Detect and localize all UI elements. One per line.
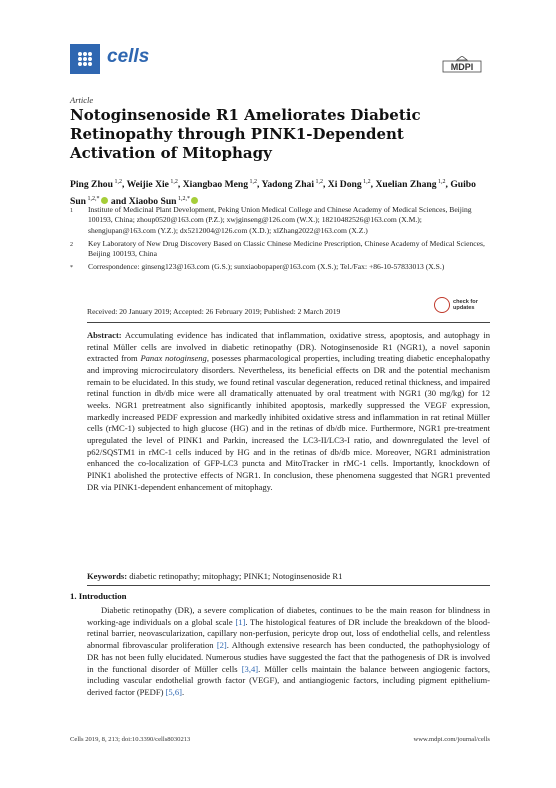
citation-link[interactable]: [5,6] bbox=[165, 686, 182, 697]
abstract-text-1: Accumulating evidence has indicated that inflammation, oxidative stress, apoptosis, and autophagy in retinal Müller cells are involved in diabetic retinopathy (DR). Notoginsenoside R1 (NGR1), a novel saponin extracted from bbox=[87, 330, 490, 364]
check-updates-icon bbox=[434, 297, 450, 313]
author-separator: , bbox=[177, 179, 183, 191]
updates-line-2: updates bbox=[453, 305, 475, 311]
abstract-label: Abstract: bbox=[87, 330, 122, 340]
citation-link[interactable]: [2] bbox=[216, 640, 227, 651]
article-type: Article bbox=[70, 95, 94, 105]
author-name: Guibo Sun bbox=[70, 179, 476, 208]
abstract-text-2: , posesses pharmacological properties, including treating diabetic encephalopathy and improving microcirculatory disorders. Nevertheless, its beneficial effects on DR and the potential mechanism remain to be elucidated. In this study, we found retinal vascular degeneration, reduced retinal thickness, and impaired retinal function in db/db mice were all dramatically attenuated by oral treatment with NGR1 (30 mg/kg) for 12 weeks. NGR1 pretreatment also significantly inhibited apoptosis, markedly suppressed the VEGF expression, markedly increased PEDF expression and markedly inhibited oxidative stress and inflammation in rat retinal Müller cells (rMC-1) subjected to high glucose (HG) and in the retinas of db/db mice. Furthermore, NGR1 pre-treatment upregulated the level of PINK1 and Parkin, increased the LC3-II/LC3-I ratio, and downregulated the level of p62/SQSTM1 in rMC-1 cells induced by HG and in the retinas of db/db mice. Moreover, NGR1 administration enhanced the co-localization of GFP-LC3 puncta and MitoTracker in rMC-1 cells. Importantly, knockdown of PINK1 abolished the protective effects of NGR1. In conclusion, these phenomena suggested that NGR1 prevented DR via PINK1-dependent enhancement of mitophagy. bbox=[87, 353, 490, 492]
orcid-icon[interactable] bbox=[101, 197, 108, 204]
body-text: Diabetic retinopathy (DR), a severe complication of diabetes, continues to be the main reason for blindness in working-age individuals on a global scale bbox=[87, 605, 490, 627]
introduction-paragraph bbox=[87, 605, 490, 699]
affiliation-item bbox=[70, 205, 490, 236]
orcid-icon[interactable] bbox=[191, 197, 198, 204]
author-affiliation-marker: 1,2,* bbox=[86, 196, 100, 203]
citation-link[interactable]: [1] bbox=[235, 616, 246, 627]
citation-link[interactable]: [3,4] bbox=[241, 663, 259, 674]
author-separator: , bbox=[370, 179, 376, 191]
author-affiliation-marker: 1,2 bbox=[168, 179, 178, 185]
author-name: Xiaobo Sun bbox=[128, 196, 177, 208]
author-name: Weijie Xie bbox=[126, 179, 169, 191]
author-name: Ping Zhou bbox=[70, 179, 113, 191]
author-name: Xuelian Zhang bbox=[375, 179, 437, 191]
section-heading: 1. Introduction bbox=[70, 591, 127, 601]
body-text: . Müller cells maintain the balance between angiogenic factors, including vascular endothelial growth factor (VEGF), and antiangiogenic factors, including pigment epithelium-derived factor (PEDF) bbox=[87, 663, 490, 697]
author-affiliation-marker: 1,2,* bbox=[176, 196, 191, 203]
author-affiliation-marker: 1,2 bbox=[361, 179, 371, 185]
affiliation-marker: 1 bbox=[70, 208, 73, 214]
keywords-divider bbox=[87, 585, 490, 586]
journal-name[interactable]: cells bbox=[107, 46, 150, 67]
publication-dates: Received: 20 January 2019; Accepted: 26 February 2019; Published: 2 March 2019 bbox=[87, 307, 341, 316]
author-affiliation-marker: 1,2 bbox=[436, 179, 446, 185]
abstract bbox=[87, 330, 490, 493]
journal-logo-icon bbox=[70, 44, 100, 74]
author-separator: , bbox=[323, 179, 328, 191]
affiliation-marker: * bbox=[70, 265, 73, 272]
author-separator: , bbox=[257, 179, 262, 191]
affiliation-text: Key Laboratory of New Drug Discovery Based on Classic Chinese Medicine Prescription, Chinese Academy of Medical Sciences, Beijing 100193, China bbox=[88, 238, 485, 259]
author-affiliation-marker: 1,2 bbox=[248, 179, 258, 185]
author-separator: , bbox=[121, 179, 127, 191]
author-name: Xiangbao Meng bbox=[182, 179, 249, 191]
updates-line-1: check for bbox=[453, 299, 478, 305]
check-for-updates-button[interactable] bbox=[434, 297, 478, 313]
footer-citation: Cells 2019, 8, 213; doi:10.3390/cells8030213 bbox=[70, 736, 191, 743]
author-affiliation-marker: 1,2 bbox=[314, 179, 323, 185]
affiliation-marker: 2 bbox=[70, 241, 73, 248]
affiliations bbox=[70, 205, 490, 277]
keywords-text: diabetic retinopathy; mitophagy; PINK1; Notoginsenoside R1 bbox=[127, 571, 343, 581]
author-separator: , bbox=[445, 179, 451, 191]
body-text: . bbox=[181, 686, 185, 697]
publisher-label: MDPI bbox=[450, 62, 474, 72]
author-affiliation-marker: 1,2 bbox=[112, 179, 122, 185]
abstract-italic: Panax notoginseng bbox=[140, 353, 207, 364]
keywords bbox=[87, 571, 490, 581]
affiliation-text: Institute of Medicinal Plant Development, Peking Union Medical College and Chinese Academy of Medical Sciences, Beijing 100193, China; zhoup0520@163.com (P.Z.); xwjginseng@126.com (W.X.); 18210482526@163.com (X.M.); shengjupan@163.com (Y.Z.); dx5212004@126.com (X.D.); xlZhang2022@163.com (X.Z.) bbox=[88, 205, 472, 235]
abstract-divider bbox=[87, 322, 490, 323]
body-text: . Although extensive research has been conducted, the pathophysiology of DR has not been fully elucidated. Numerous studies have suggested the fact that the pathogenesis of DR is involved in the functional disorder of Müller cells bbox=[87, 640, 490, 674]
affiliation-item bbox=[70, 262, 490, 273]
keywords-label: Keywords: bbox=[87, 571, 128, 581]
author-separator: and bbox=[108, 196, 129, 208]
article-title: Notoginsenoside R1 Ameliorates Diabetic Retinopathy through PINK1-Dependent Activation of Mitophagy bbox=[70, 106, 421, 162]
affiliation-text: Correspondence: ginseng123@163.com (G.S.); sunxiaobopaper@163.com (X.S.); Tel./Fax: +86-10-57833013 (X.S.) bbox=[88, 262, 445, 272]
affiliation-item bbox=[70, 239, 490, 260]
footer-website-link[interactable]: www.mdpi.com/journal/cells bbox=[413, 736, 490, 743]
body-text: . The histological features of DR include the breakdown of the blood-retinal barrier, neovascularization, capillary non-perfusion, pericyte drop out, loss of endothelial cells, and relentless abnormal fibrovascular proliferation bbox=[87, 616, 490, 651]
author-name: Yadong Zhai bbox=[261, 179, 314, 191]
mdpi-logo-icon bbox=[440, 56, 484, 74]
author-name: Xi Dong bbox=[327, 179, 362, 191]
